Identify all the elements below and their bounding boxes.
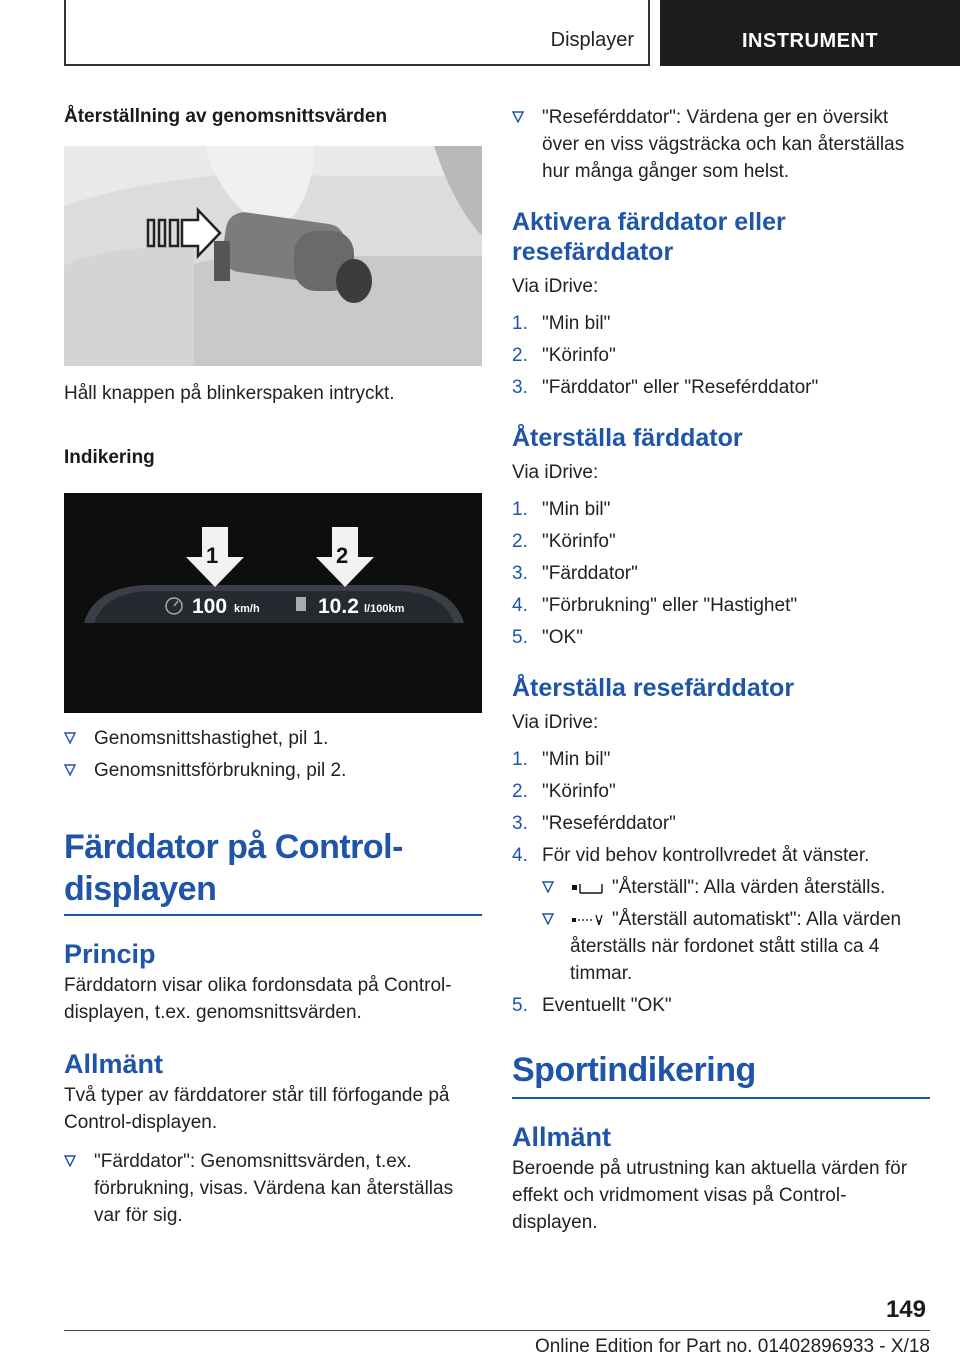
triangle-bullet-icon — [64, 764, 76, 776]
header-chapter-box — [660, 0, 960, 66]
speed-value: 100 — [192, 595, 228, 618]
reset-heading: Återställa färddator — [512, 424, 743, 452]
stalk-photo — [64, 146, 482, 366]
general-text: Två typer av färddatorer står till förfogande på Control-displayen. — [64, 1085, 450, 1133]
reset-trip-via: Via iDrive: — [512, 712, 599, 733]
auto-reset-trip-icon — [570, 913, 604, 927]
footer-divider — [64, 1330, 930, 1331]
reset-trip-heading: Återställa resefärddator — [512, 674, 795, 702]
triangle-bullet-icon — [542, 881, 554, 893]
main-heading: Färddator på Control- displayen — [64, 826, 482, 916]
header-section-label: Displayer — [550, 29, 634, 51]
list-item: 1. "Min bil" — [512, 313, 611, 334]
reset-steps — [512, 496, 930, 651]
triangle-bullet-icon — [64, 1155, 76, 1167]
activate-steps — [512, 310, 930, 401]
list-item: 4. "Förbrukning" eller "Hastighet" — [512, 595, 798, 616]
sport-text: Beroende på utrustning kan aktuella värden för effekt och vridmoment visas på Control-displayen. — [512, 1158, 908, 1233]
activate-via: Via iDrive: — [512, 276, 599, 297]
right-column — [512, 100, 930, 1236]
list-item: 1. "Min bil" — [512, 749, 611, 770]
list-item: 3. "Färddator" eller "Reseférddator" — [512, 377, 819, 398]
sub-list-item: "Återställ": Alla värden återställs. — [512, 874, 930, 901]
activate-heading: Aktivera färddator eller resefärddator — [512, 208, 786, 266]
reset-heading: Återställning av genomsnittsvärden — [64, 106, 388, 127]
list-item: 3. "Färddator" — [512, 563, 638, 584]
list-item: 5. Eventuellt "OK" — [512, 995, 672, 1016]
general-heading: Allmänt — [64, 1049, 164, 1079]
header-chapter-label: INSTRUMENT — [742, 30, 879, 52]
photo-caption: Håll knappen på blinkerspaken intryckt. — [64, 383, 395, 404]
sport-heading: Sportindikering — [512, 1049, 930, 1099]
list-item: "Färddator": Genomsnittsvärden, t.ex. förbrukning, visas. Värdena kan återställas var för sig. — [64, 1148, 482, 1229]
consumption-value: 10.2 — [318, 595, 359, 618]
reset-trip-icon — [570, 881, 604, 895]
list-item: 2. "Körinfo" — [512, 781, 616, 802]
consumption-unit: l/100km — [364, 603, 405, 615]
indication-list — [64, 725, 482, 784]
instrument-display — [64, 493, 482, 713]
principle-heading: Princip — [64, 939, 156, 969]
triangle-bullet-icon — [512, 111, 524, 123]
list-item: 1. "Min bil" — [512, 499, 611, 520]
list-item: 3. "Reseférddator" — [512, 813, 676, 834]
arrow-2-label: 2 — [336, 543, 349, 568]
triangle-bullet-icon — [64, 732, 76, 744]
list-item: 4. För vid behov kontrollvredet åt vänster. — [512, 845, 870, 866]
reset-trip-steps — [512, 746, 930, 1019]
list-item: 5. "OK" — [512, 627, 583, 648]
footer-edition: Online Edition for Part no. 01402896933 - X/18 — [534, 1336, 930, 1357]
indication-heading: Indikering — [64, 447, 155, 468]
list-item: 2. "Körinfo" — [512, 531, 616, 552]
sub-list-item: "Återställ automatiskt": Alla värden återställs när fordonet stått stilla ca 4 timmar. — [512, 906, 930, 987]
list-item: Genomsnittshastighet, pil 1. — [64, 725, 482, 752]
sport-general-heading: Allmänt — [512, 1122, 612, 1152]
list-item: "Reseférddator": Värdena ger en översikt över en viss vägsträcka och kan återställas hur många gånger som helst. — [512, 104, 930, 185]
header-section-box — [64, 0, 650, 66]
principle-text: Färddatorn visar olika fordonsdata på Control-displayen, t.ex. genomsnittsvärden. — [64, 975, 452, 1023]
triangle-bullet-icon — [542, 913, 554, 925]
list-item: 2. "Körinfo" — [512, 345, 616, 366]
arrow-1-label: 1 — [206, 543, 219, 568]
left-column — [64, 100, 482, 1229]
page-number: 149 — [885, 1296, 926, 1323]
speed-unit: km/h — [234, 603, 260, 615]
reset-via: Via iDrive: — [512, 462, 599, 483]
list-item: Genomsnittsförbrukning, pil 2. — [64, 757, 482, 784]
